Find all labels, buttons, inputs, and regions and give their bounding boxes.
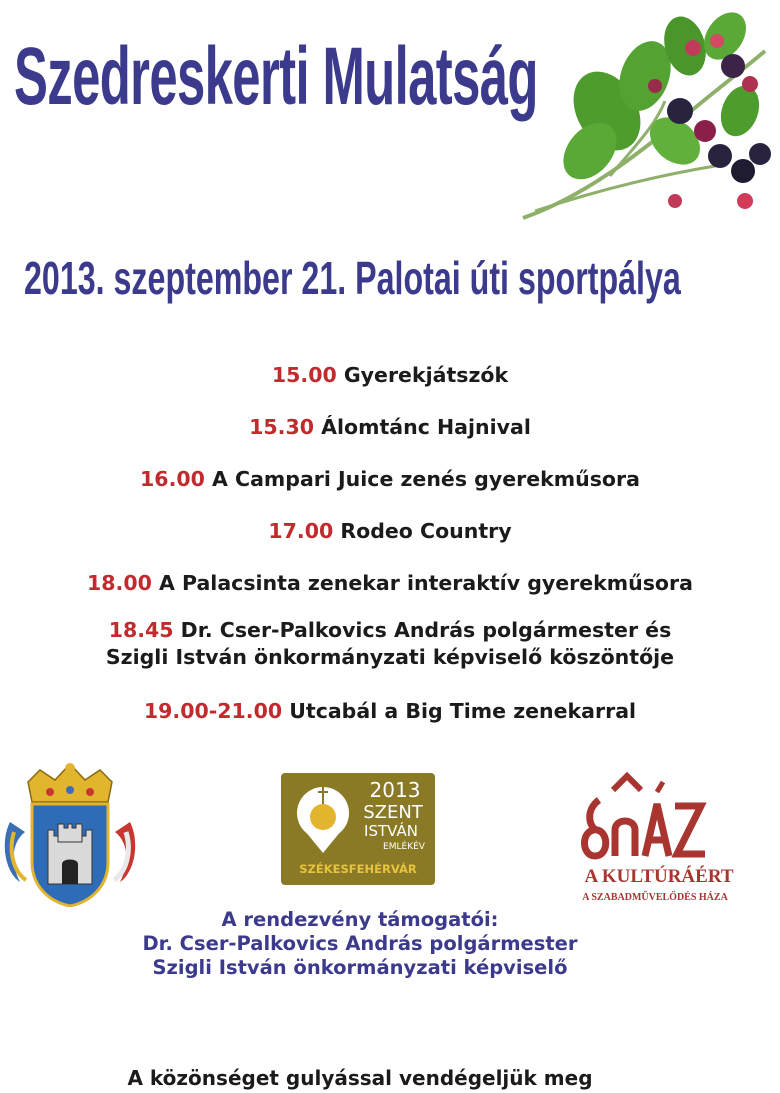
schedule-text: Rodeo Country [340, 519, 512, 543]
schedule-text: A Campari Juice zenés gyerekműsora [212, 467, 640, 491]
schedule-item [0, 414, 780, 466]
supporters-heading: A rendezvény támogatói: [221, 908, 499, 931]
szent-istvan-emlekev-logo [281, 773, 435, 885]
schedule-text: Gyerekjátszók [343, 363, 509, 387]
schedule-item [0, 466, 780, 518]
schedule-time: 15.00 [271, 363, 337, 387]
schedule-text: Dr. Cser-Palkovics András polgármester és [180, 618, 672, 642]
schedule-time: 17.00 [268, 519, 334, 543]
logo-text: EMLÉKÉV [383, 842, 425, 852]
schedule-time: 19.00-21.00 [143, 699, 283, 723]
schedule-item [0, 362, 780, 414]
logo-text: ISTVÁN [364, 822, 418, 840]
schedule-time: 18.45 [108, 618, 174, 642]
logo-year: 2013 [369, 778, 421, 802]
hazak-kulturaert-logo [575, 768, 735, 908]
logo-text: A KULTÚRÁÉRT [584, 866, 734, 887]
schedule-item [0, 617, 780, 698]
schedule-text: Álomtánc Hajnival [321, 415, 531, 439]
city-coat-of-arms-logo [0, 762, 140, 907]
footer-note: A közönséget gulyással vendégeljük meg [127, 1066, 593, 1090]
schedule-item [0, 570, 780, 617]
schedule-text: A Palacsinta zenekar interaktív gyerekműsora [159, 571, 693, 595]
logo-text: A SZABADMŰVELŐDÉS HÁZA [582, 892, 728, 903]
supporters-section [0, 908, 720, 980]
schedule-text: Utcabál a Big Time zenekarral [289, 699, 637, 723]
poster-title: Szedreskerti Mulatság [14, 31, 538, 122]
schedule-time: 18.00 [87, 571, 152, 595]
blackberry-branch-image [515, 6, 777, 228]
schedule-item [0, 518, 780, 570]
schedule-time: 16.00 [140, 467, 205, 491]
supporter-line: Szigli István önkormányzati képviselő [152, 956, 568, 979]
schedule-text: Szigli István önkormányzati képviselő köszöntője [105, 645, 675, 669]
event-date-location: 2013. szeptember 21. Palotai úti sportpálya [24, 252, 681, 304]
logo-text: SZENT [363, 802, 423, 823]
program-schedule [0, 362, 780, 725]
schedule-time: 15.30 [249, 415, 314, 439]
schedule-item [0, 698, 780, 725]
logo-text: SZÉKESFEHÉRVÁR [299, 862, 417, 876]
supporter-line: Dr. Cser-Palkovics András polgármester [142, 932, 578, 955]
